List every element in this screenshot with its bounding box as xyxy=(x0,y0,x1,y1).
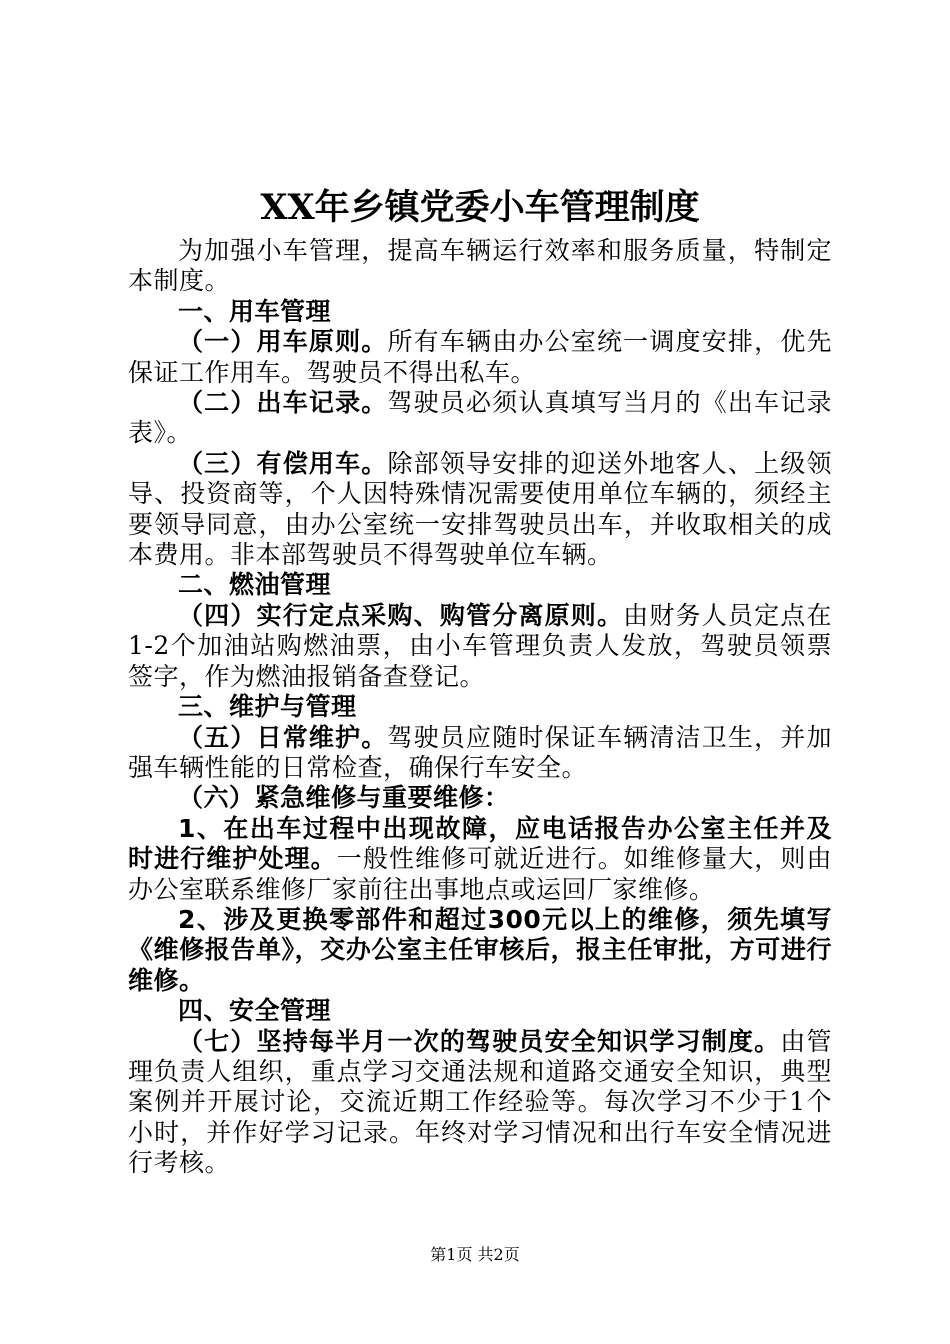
clause-1 xyxy=(128,327,832,388)
clause-text: 所有车辆由办公室统一调度安排，优先保证工作用车。驾驶员不得出私车。 xyxy=(128,327,832,387)
clause-text: 由财务人员定点在1-2个加油站购燃油票，由小车管理负责人发放，驾驶员领票签字，作为燃油报销备查登记。 xyxy=(128,600,832,691)
clause-6 xyxy=(128,783,832,813)
page-footer: 第1页 共2页 xyxy=(430,1245,520,1264)
section-heading-vehicle-use: 一、用车管理 xyxy=(178,296,332,326)
clause-2 xyxy=(128,388,832,449)
clause-lead: （二）出车记录。 xyxy=(178,388,388,418)
clause-lead: （四）实行定点采购、购管分离原则。 xyxy=(178,600,624,630)
clause-5 xyxy=(128,723,832,784)
document-title: XX年乡镇党委小车管理制度 xyxy=(260,187,700,228)
clause-lead: （七）坚持每半月一次的驾驶员安全知识学习制度。 xyxy=(178,1026,781,1056)
numbered-item-2 xyxy=(128,905,832,996)
section-heading-fuel: 二、燃油管理 xyxy=(178,570,332,600)
numbered-lead: 2、涉及更换零部件和超过300元以上的维修，须先填写《维修报告单》，交办公室主任审核后，报主任审批，方可进行维修。 xyxy=(128,904,832,995)
numbered-text: 一般性维修可就近进行。如维修量大，则由办公室联系维修厂家前往出事地点或运回厂家维修。 xyxy=(128,844,832,904)
clause-lead: （三）有偿用车。 xyxy=(178,448,388,478)
numbered-lead: 1、在出车过程中出现故障，应电话报告办公室主任并及时进行维护处理。 xyxy=(128,813,832,874)
clause-text: 除部领导安排的迎送外地客人、上级领导、投资商等，个人因特殊情况需要使用单位车辆的，须经主要领导同意，由办公室统一安排驾驶员出车，并收取相关的成本费用。非本部驾驶员不得驾驶单位车辆。 xyxy=(128,448,832,570)
numbered-item-1 xyxy=(128,814,832,905)
clause-lead: （六）紧急维修与重要维修： xyxy=(178,783,510,813)
clause-text: 由管理负责人组织，重点学习交通法规和道路交通安全知识，典型案例并开展讨论，交流近期工作经验等。每次学习不少于1个小时，并作好学习记录。年终对学习情况和出行车安全情况进行考核。 xyxy=(128,1026,832,1178)
clause-3 xyxy=(128,449,832,571)
clause-7 xyxy=(128,1027,832,1179)
document-body xyxy=(128,182,832,1179)
clause-text: 驾驶员应随时保证车辆清洁卫生，并加强车辆性能的日常检查，确保行车安全。 xyxy=(128,722,832,782)
clause-4 xyxy=(128,601,832,692)
clause-lead: （一）用车原则。 xyxy=(178,327,388,357)
clause-text: 驾驶员必须认真填写当月的《出车记录表》。 xyxy=(128,388,832,448)
section-heading-safety: 四、安全管理 xyxy=(178,996,332,1026)
intro-paragraph: 为加强小车管理，提高车辆运行效率和服务质量，特制定本制度。 xyxy=(128,236,832,296)
clause-lead: （五）日常维护。 xyxy=(178,722,388,752)
section-heading-maintenance: 三、维护与管理 xyxy=(178,692,357,722)
